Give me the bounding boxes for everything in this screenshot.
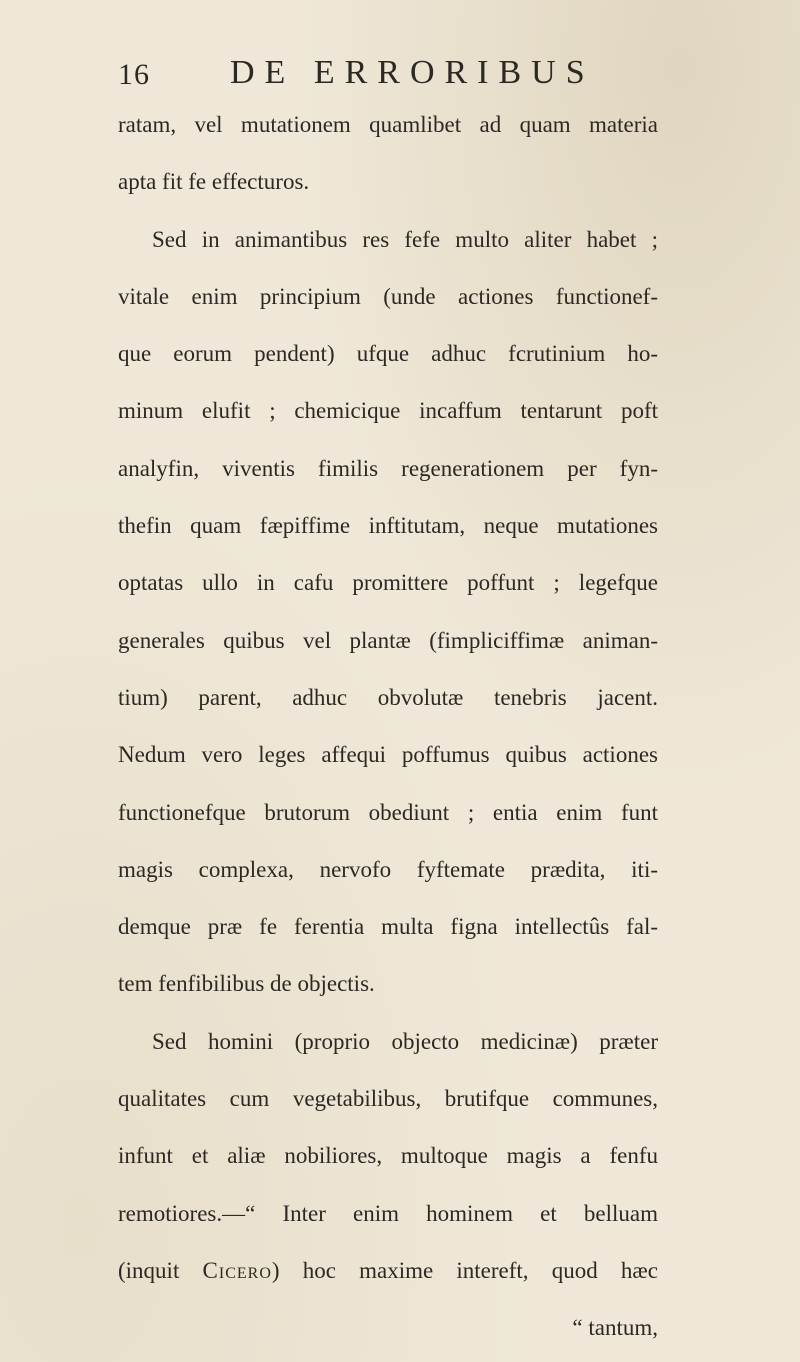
text-line: demque præ fe ferentia multa figna intellectûs fal- — [118, 914, 658, 940]
text-line: infunt et aliæ nobiliores, multoque magis a fenfu — [118, 1143, 658, 1169]
text-line: analyfin, viventis fimilis regenerationem per fyn- — [118, 455, 658, 481]
text-fragment: ) hoc maxime intereft, quod hæc — [271, 1257, 658, 1283]
author-name: Cicero — [202, 1257, 272, 1283]
text-line: vitale enim principium (unde actiones functionef- — [118, 283, 658, 309]
text-line: functionefque brutorum obediunt ; entia enim funt — [118, 799, 658, 825]
text-line: Sed homini (proprio objecto medicinæ) præter — [152, 1028, 658, 1054]
text-line: que eorum pendent) ufque adhuc fcrutinium ho- — [118, 341, 658, 367]
text-line: Sed in animantibus res fefe multo aliter habet ; — [152, 226, 658, 252]
text-line: magis complexa, nervofo fyftemate prædita, iti- — [118, 856, 658, 882]
text-line: tium) parent, adhuc obvolutæ tenebris jacent. — [118, 684, 658, 710]
text-line: optatas ullo in cafu promittere poffunt ; legefque — [118, 570, 658, 596]
text-line: generales quibus vel plantæ (fimpliciffimæ animan- — [118, 627, 658, 653]
text-line: qualitates cum vegetabilibus, brutifque communes, — [118, 1086, 658, 1112]
text-line: apta fit fe effecturos. — [118, 169, 310, 195]
page-number: 16 — [118, 58, 150, 91]
text-line: remotiores.—“ Inter enim hominem et belluam — [118, 1200, 658, 1226]
text-line: thefin quam fæpiffime inftitutam, neque mutationes — [118, 513, 658, 539]
body-text — [118, 96, 658, 1357]
text-fragment: (inquit — [118, 1257, 203, 1283]
running-head — [118, 52, 678, 96]
running-title: DE ERRORIBUS — [230, 54, 595, 91]
text-line: tem fenfibilibus de objectis. — [118, 971, 375, 997]
text-line-cicero — [118, 1242, 658, 1299]
text-line: ratam, vel mutationem quamlibet ad quam materia — [118, 112, 658, 137]
catchword: “ tantum, — [572, 1315, 658, 1341]
text-line: minum elufit ; chemicique incaffum tentarunt poft — [118, 398, 658, 424]
text-line: Nedum vero leges affequi poffumus quibus actiones — [118, 742, 658, 768]
